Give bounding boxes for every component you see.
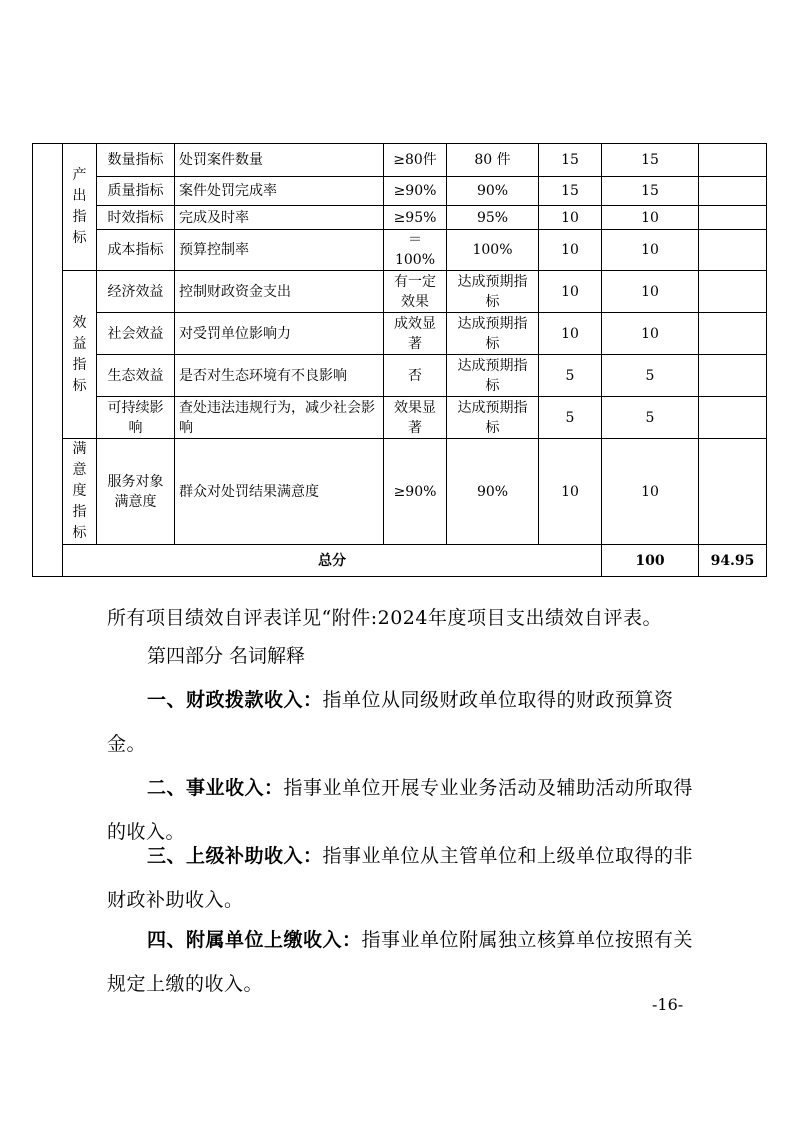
weight-value: 10 — [539, 230, 602, 271]
table-row — [33, 355, 767, 397]
weight-value: 15 — [539, 177, 602, 206]
target-value: 成效显著 — [384, 313, 447, 355]
definition-text: 指事业单位附属独立核算单位按照有关规定上缴的收入。 — [107, 929, 694, 995]
target-value: ≥80件 — [384, 144, 447, 177]
definition-item — [107, 678, 697, 766]
sub-indicator: 可持续影响 — [97, 397, 175, 439]
indicator-name: 查处违法违规行为，减少社会影响 — [175, 397, 384, 439]
score-value: 10 — [602, 206, 699, 230]
table-row — [33, 439, 767, 545]
sub-indicator: 成本指标 — [97, 230, 175, 271]
definition-term: 三、上级补助收入： — [147, 845, 323, 867]
target-value: ≥90% — [384, 177, 447, 206]
sub-indicator: 时效指标 — [97, 206, 175, 230]
actual-value: 达成预期指标 — [447, 313, 539, 355]
indicator-name: 处罚案件数量 — [175, 144, 384, 177]
indicator-name: 控制财政资金支出 — [175, 271, 384, 313]
weight-value: 10 — [539, 206, 602, 230]
note-cell — [699, 206, 767, 230]
weight-value: 10 — [539, 439, 602, 545]
table-row — [33, 397, 767, 439]
sub-indicator: 数量指标 — [97, 144, 175, 177]
indicator-name: 对受罚单位影响力 — [175, 313, 384, 355]
page-number: -16- — [652, 995, 684, 1014]
note-cell — [699, 144, 767, 177]
table-row — [33, 177, 767, 206]
target-value: ≥95% — [384, 206, 447, 230]
target-value: ≥90% — [384, 439, 447, 545]
indicator-name: 群众对处罚结果满意度 — [175, 439, 384, 545]
score-value: 10 — [602, 271, 699, 313]
definition-item — [107, 918, 697, 1006]
score-value: 5 — [602, 355, 699, 397]
score-value: 10 — [602, 313, 699, 355]
performance-table — [32, 143, 767, 577]
outer-merged-cell — [33, 144, 63, 577]
target-value: 有一定效果 — [384, 271, 447, 313]
note-cell — [699, 397, 767, 439]
definition-text: 指事业单位开展专业业务活动及辅助活动所取得的收入。 — [107, 777, 694, 843]
category-output — [63, 144, 97, 271]
table-row — [33, 271, 767, 313]
weight-value: 10 — [539, 271, 602, 313]
attachment-note: 所有项目绩效自评表详见“附件:2024年度项目支出绩效自评表。 — [107, 607, 662, 629]
indicator-name: 是否对生态环境有不良影响 — [175, 355, 384, 397]
note-cell — [699, 230, 767, 271]
table-row — [33, 313, 767, 355]
definition-text: 指事业单位从主管单位和上级单位取得的非财政补助收入。 — [107, 845, 694, 911]
category-satisfaction-label: 满 意 度 指 标 — [72, 441, 87, 541]
target-value: 效果显著 — [384, 397, 447, 439]
score-value: 10 — [602, 230, 699, 271]
total-weight: 100 — [602, 545, 699, 577]
weight-value: 5 — [539, 397, 602, 439]
actual-value: 95% — [447, 206, 539, 230]
score-value: 15 — [602, 144, 699, 177]
sub-indicator: 质量指标 — [97, 177, 175, 206]
definition-term: 一、财政拨款收入： — [147, 689, 323, 711]
sub-indicator: 生态效益 — [97, 355, 175, 397]
indicator-name: 预算控制率 — [175, 230, 384, 271]
category-benefit-label: 效 益 指 标 — [72, 314, 87, 394]
target-value: 否 — [384, 355, 447, 397]
note-cell — [699, 177, 767, 206]
actual-value: 80 件 — [447, 144, 539, 177]
total-label: 总分 — [63, 545, 602, 577]
target-value: ＝100% — [384, 230, 447, 271]
weight-value: 15 — [539, 144, 602, 177]
definition-term: 二、事业收入： — [147, 777, 284, 799]
category-output-label: 产 出 指 标 — [72, 167, 87, 246]
category-benefit — [63, 271, 97, 439]
score-value: 5 — [602, 397, 699, 439]
actual-value: 90% — [447, 439, 539, 545]
table-row — [33, 206, 767, 230]
sub-indicator: 经济效益 — [97, 271, 175, 313]
note-cell — [699, 271, 767, 313]
indicator-name: 案件处罚完成率 — [175, 177, 384, 206]
actual-value: 达成预期指标 — [447, 355, 539, 397]
total-row — [33, 545, 767, 577]
actual-value: 90% — [447, 177, 539, 206]
note-cell — [699, 313, 767, 355]
weight-value: 10 — [539, 313, 602, 355]
actual-value: 100% — [447, 230, 539, 271]
actual-value: 达成预期指标 — [447, 271, 539, 313]
category-satisfaction — [63, 439, 97, 545]
table-row — [33, 230, 767, 271]
note-cell — [699, 439, 767, 545]
score-value: 15 — [602, 177, 699, 206]
score-value: 10 — [602, 439, 699, 545]
actual-value: 达成预期指标 — [447, 397, 539, 439]
sub-indicator: 服务对象满意度 — [97, 439, 175, 545]
definition-text: 指单位从同级财政单位取得的财政预算资金。 — [107, 689, 674, 755]
definition-item — [107, 834, 697, 922]
indicator-name: 完成及时率 — [175, 206, 384, 230]
total-score: 94.95 — [699, 545, 767, 577]
table-row — [33, 144, 767, 177]
definition-term: 四、附属单位上缴收入： — [147, 929, 362, 951]
weight-value: 5 — [539, 355, 602, 397]
sub-indicator: 社会效益 — [97, 313, 175, 355]
note-cell — [699, 355, 767, 397]
section-heading: 第四部分 名词解释 — [147, 645, 306, 667]
